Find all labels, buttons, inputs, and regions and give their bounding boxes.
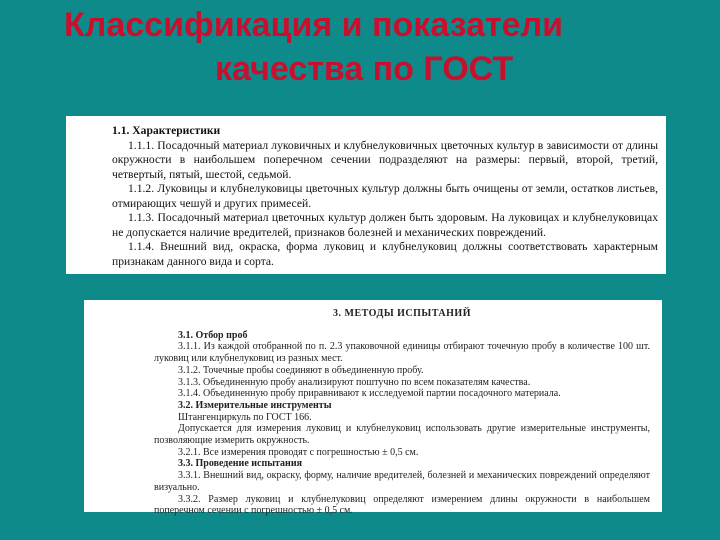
slide-title-line1: Классификация и показатели — [64, 6, 564, 44]
paragraph-1-1-1: 1.1.1. Посадочный материал луковичных и клубнелуковичных цветочных культур в зависимости от длины окружности в наибольшем поперечном сечении подразделяют на размеры: первый, второй, третий, четвертый, пятый, шестой, седьмой. — [112, 138, 658, 181]
paragraph-1-1-3: 1.1.3. Посадочный материал цветочных культур должен быть здоровым. На луковицах и клубнелуковицах не допускается наличие вредителей, признаков болезней и механических повреждений. — [112, 211, 658, 239]
subsection-3-2: 3.2. Измерительные инструменты — [178, 399, 332, 411]
paragraph-3-1-4: 3.1.4. Объединенную пробу приравнивают к исследуемой партии посадочного материала. — [178, 388, 561, 400]
paragraph-3-2-b: Допускается для измерения луковиц и клубнелуковиц использовать другие измерительные инструменты, позволяющие измерить окружность. — [154, 423, 650, 447]
paragraph-3-1-3: 3.1.3. Объединенную пробу анализируют поштучно по всем показателям качества. — [178, 376, 531, 388]
paragraph-3-1-2: 3.1.2. Точечные пробы соединяют в объединенную пробу. — [178, 364, 424, 376]
paragraph-3-3-1: 3.3.1. Внешний вид, окраску, форму, наличие вредителей, болезней и механических повреждений определяют визуально. — [154, 470, 650, 493]
paragraph-3-3-2: 3.3.2. Размер луковиц и клубнелуковиц определяют измерением длины окружности в наибольшем поперечном сечении с погрешностью ± 0,5 см. — [154, 493, 650, 517]
paragraph-3-1-1: 3.1.1. Из каждой отобранной по п. 2.3 упаковочной единицы отбирают точечную пробу в количестве 100 шт. луковиц или клубнелуковиц из разных мест. — [154, 341, 650, 365]
section-title: 3. МЕТОДЫ ИСПЫТАНИЙ — [333, 308, 471, 319]
section-heading: 1.1. Характеристики — [112, 124, 221, 137]
gost-test-methods-excerpt — [84, 300, 662, 517]
subsection-3-3: 3.3. Проведение испытания — [178, 458, 302, 470]
gost-characteristics-excerpt — [66, 116, 666, 274]
paragraph-1-1-2: 1.1.2. Луковицы и клубнелуковицы цветочных культур должны быть очищены от земли, остатков листьев, отмирающих чешуй и других примесей. — [112, 182, 658, 210]
paragraph-3-2-1: 3.2.1. Все измерения проводят с погрешностью ± 0,5 см. — [178, 446, 419, 458]
slide-title-line2: качества по ГОСТ — [215, 50, 514, 88]
paragraph-3-2-a: Штангенциркуль по ГОСТ 166. — [178, 411, 312, 423]
subsection-3-1: 3.1. Отбор проб — [178, 329, 248, 341]
paragraph-1-1-4: 1.1.4. Внешний вид, окраска, форма луковиц и клубнелуковиц должны соответствовать характерным признакам данного вида и сорта. — [112, 240, 658, 268]
